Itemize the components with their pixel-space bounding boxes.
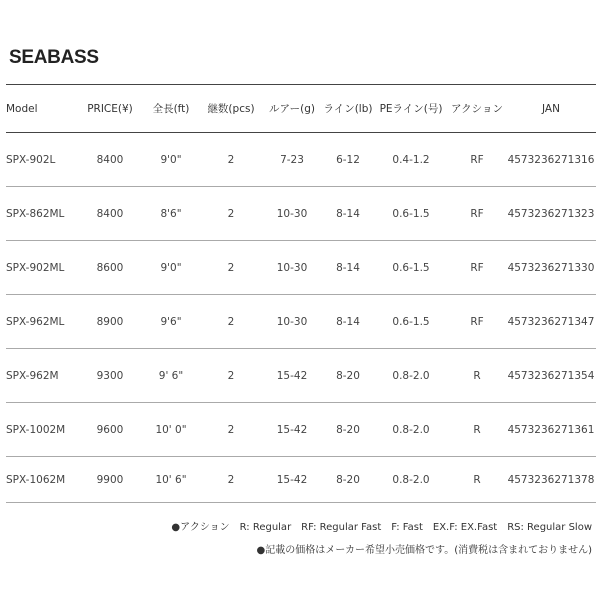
cell-lure: 15-42 [262,457,322,503]
cell-length: 9'0" [142,241,200,295]
header-action: アクション [448,85,506,133]
header-pieces: 継数(pcs) [200,85,262,133]
cell-action: RF [448,133,506,187]
cell-line: 8-14 [322,295,374,349]
header-price: PRICE(¥) [78,85,142,133]
cell-price: 9300 [78,349,142,403]
cell-pieces: 2 [200,241,262,295]
cell-pieces: 2 [200,403,262,457]
cell-pieces: 2 [200,187,262,241]
cell-jan: 4573236271323 [506,187,596,241]
cell-pe-line: 0.8-2.0 [374,403,448,457]
cell-pe-line: 0.8-2.0 [374,457,448,503]
footnotes [171,516,592,562]
cell-jan: 4573236271354 [506,349,596,403]
table-row [6,403,596,457]
table-row [6,457,596,503]
cell-price: 8400 [78,133,142,187]
cell-length: 9'6" [142,295,200,349]
cell-model: SPX-962M [6,349,78,403]
cell-price: 8600 [78,241,142,295]
cell-model: SPX-862ML [6,187,78,241]
header-model: Model [6,85,78,133]
header-jan: JAN [506,85,596,133]
cell-pe-line: 0.6-1.5 [374,295,448,349]
action-legend-note: ●アクション R: Regular RF: Regular Fast F: Fast EX.F: EX.Fast RS: Regular Slow [171,522,592,533]
cell-action: RF [448,187,506,241]
cell-lure: 10-30 [262,187,322,241]
cell-action: R [448,457,506,503]
table-row [6,295,596,349]
cell-line: 8-20 [322,349,374,403]
cell-jan: 4573236271361 [506,403,596,457]
cell-length: 9' 6" [142,349,200,403]
table-row [6,349,596,403]
cell-action: R [448,403,506,457]
cell-pe-line: 0.6-1.5 [374,187,448,241]
table-row [6,187,596,241]
cell-pieces: 2 [200,295,262,349]
cell-model: SPX-1002M [6,403,78,457]
cell-lure: 7-23 [262,133,322,187]
cell-price: 8400 [78,187,142,241]
table-header-row [6,85,596,133]
header-length: 全長(ft) [142,85,200,133]
cell-line: 8-20 [322,457,374,503]
cell-model: SPX-902L [6,133,78,187]
spec-table [6,84,596,503]
cell-length: 10' 6" [142,457,200,503]
cell-action: R [448,349,506,403]
price-note: ●記載の価格はメーカー希望小売価格です。(消費税は含まれておりません) [256,545,592,556]
cell-lure: 15-42 [262,349,322,403]
cell-lure: 10-30 [262,295,322,349]
cell-price: 8900 [78,295,142,349]
cell-jan: 4573236271316 [506,133,596,187]
cell-pieces: 2 [200,349,262,403]
cell-lure: 10-30 [262,241,322,295]
cell-model: SPX-902ML [6,241,78,295]
cell-jan: 4573236271378 [506,457,596,503]
cell-line: 6-12 [322,133,374,187]
table-row [6,133,596,187]
cell-line: 8-14 [322,187,374,241]
header-line: ライン(lb) [322,85,374,133]
cell-model: SPX-1062M [6,457,78,503]
cell-lure: 15-42 [262,403,322,457]
cell-action: RF [448,241,506,295]
cell-length: 8'6" [142,187,200,241]
cell-line: 8-14 [322,241,374,295]
cell-price: 9600 [78,403,142,457]
cell-pe-line: 0.4-1.2 [374,133,448,187]
cell-length: 9'0" [142,133,200,187]
cell-pieces: 2 [200,133,262,187]
cell-pe-line: 0.8-2.0 [374,349,448,403]
section-title: SEABASS [9,47,99,68]
cell-jan: 4573236271330 [506,241,596,295]
cell-length: 10' 0" [142,403,200,457]
cell-action: RF [448,295,506,349]
table-row [6,241,596,295]
header-lure: ルアー(g) [262,85,322,133]
header-pe-line: PEライン(号) [374,85,448,133]
cell-price: 9900 [78,457,142,503]
cell-model: SPX-962ML [6,295,78,349]
cell-line: 8-20 [322,403,374,457]
cell-jan: 4573236271347 [506,295,596,349]
cell-pe-line: 0.6-1.5 [374,241,448,295]
cell-pieces: 2 [200,457,262,503]
